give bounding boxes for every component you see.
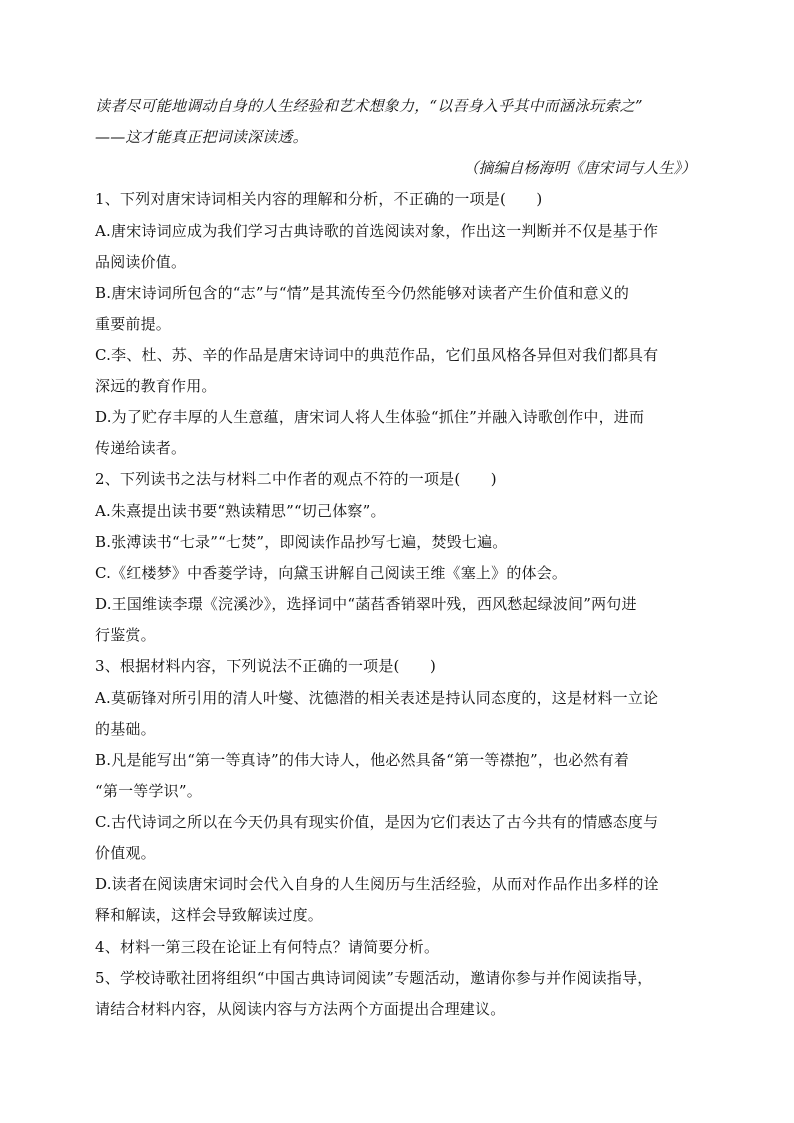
question-5-stem-cont: 请结合材料内容，从阅读内容与方法两个方面提出合理建议。	[95, 1000, 506, 1018]
question-3-option-a: A.莫砺锋对所引用的清人叶燮、沈德潜的相关表述是持认同态度的，这是材料一立论	[95, 689, 659, 707]
passage-source: （摘编自杨海明《唐宋词与人生》）	[463, 159, 696, 177]
question-1-stem: 1、下列对唐宋诗词相关内容的理解和分析，不正确的一项是( )	[95, 190, 543, 208]
question-3-option-c-cont: 价值观。	[95, 844, 156, 862]
question-1-option-a-cont: 品阅读价值。	[95, 253, 187, 271]
question-1-option-b: B.唐宋诗词所包含的“志”与“情”是其流传至今仍然能够对读者产生价值和意义的	[95, 284, 630, 302]
question-2-option-d-cont: 行鉴赏。	[95, 626, 156, 644]
question-1-option-c: C.李、杜、苏、辛的作品是唐宋诗词中的典范作品，它们虽风格各异但对我们都具有	[95, 346, 659, 364]
passage-line-2: ——这才能真正把词读深读透。	[95, 128, 308, 146]
question-3-option-b: B.凡是能写出“第一等真诗”的伟大诗人，他必然具备“第一等襟抱”，也必然有着	[95, 751, 630, 769]
question-3-stem: 3、根据材料内容，下列说法不正确的一项是( )	[95, 657, 437, 675]
question-2-option-b: B.张溥读书“七录”“七焚”，即阅读作品抄写七遍，焚毁七遍。	[95, 533, 508, 551]
question-2-stem: 2、下列读书之法与材料二中作者的观点不符的一项是( )	[95, 470, 497, 488]
question-3-option-a-cont: 的基础。	[95, 720, 156, 738]
question-1-option-d: D.为了贮存丰厚的人生意蕴，唐宋词人将人生体验“抓住”并融入诗歌创作中，进而	[95, 408, 645, 426]
question-2-option-a: A.朱熹提出读书要“熟读精思”“切己体察”。	[95, 502, 386, 520]
question-3-option-d: D.读者在阅读唐宋词时会代入自身的人生阅历与生活经验，从而对作品作出多样的诠	[95, 875, 659, 893]
question-1-option-a: A.唐宋诗词应成为我们学习古典诗歌的首选阅读对象，作出这一判断并不仅是基于作	[95, 222, 659, 240]
question-5-stem: 5、学校诗歌社团将组织“中国古典诗词阅读”专题活动，邀请你参与并作阅读指导，	[95, 969, 653, 987]
question-1-option-c-cont: 深远的教育作用。	[95, 377, 217, 395]
question-3-option-c: C.古代诗词之所以在今天仍具有现实价值，是因为它们表达了古今共有的情感态度与	[95, 813, 659, 831]
question-2-option-c: C.《红楼梦》中香菱学诗，向黛玉讲解自己阅读王维《塞上》的体会。	[95, 564, 568, 582]
passage-line-1: 读者尽可能地调动自身的人生经验和艺术想象力，“以吾身入乎其中而涵泳玩索之”	[95, 97, 643, 115]
question-2-option-d: D.王国维读李璟《浣溪沙》，选择词中“菡萏香销翠叶残，西风愁起绿波间”两句进	[95, 595, 637, 613]
question-1-option-d-cont: 传递给读者。	[95, 439, 187, 457]
question-3-option-b-cont: “第一等学识”。	[95, 782, 202, 800]
question-3-option-d-cont: 释和解读，这样会导致解读过度。	[95, 906, 324, 924]
question-1-option-b-cont: 重要前提。	[95, 315, 172, 333]
question-4-stem: 4、材料一第三段在论证上有何特点？请简要分析。	[95, 938, 440, 956]
